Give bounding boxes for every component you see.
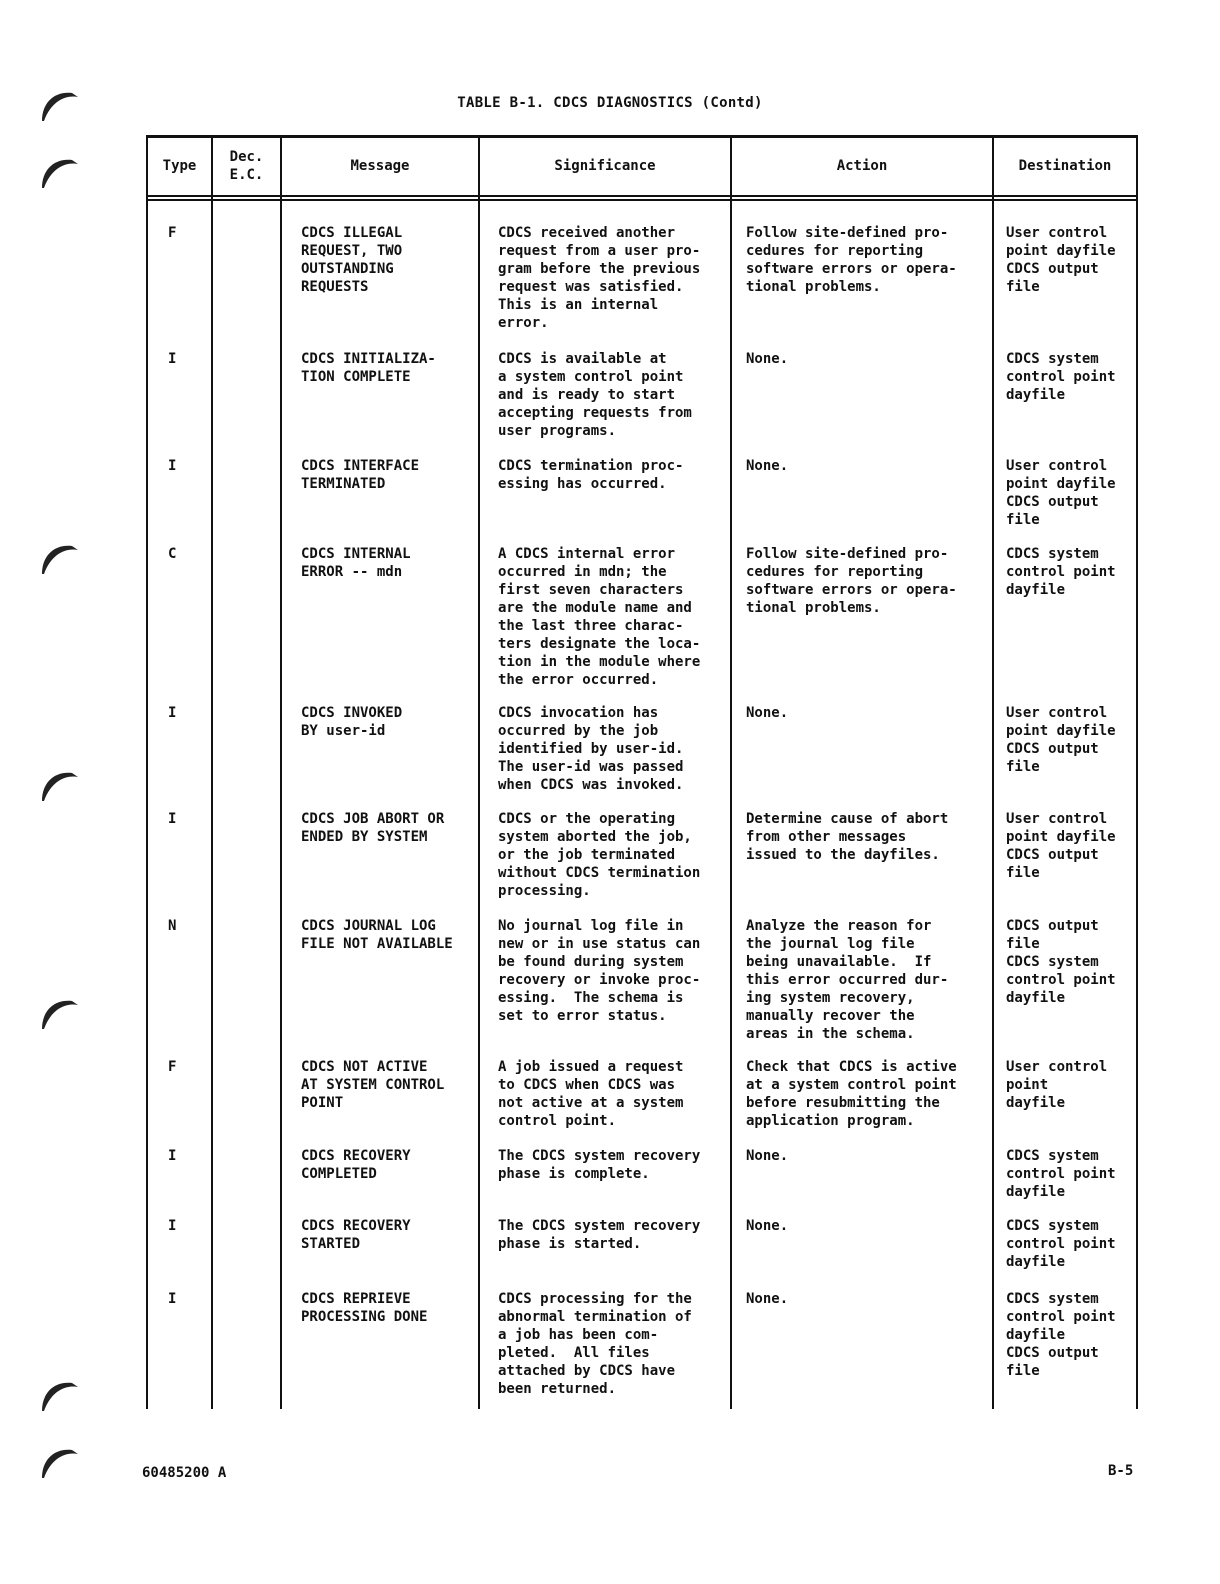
- cell-significance: A job issued a request to CDCS when CDCS was not active at a system control point.: [498, 1059, 684, 1129]
- cell-type: F: [168, 225, 177, 241]
- cell-significance: The CDCS system recovery phase is started.: [498, 1218, 701, 1252]
- cell-type: F: [168, 1059, 177, 1075]
- cell-message: CDCS NOT ACTIVE AT SYSTEM CONTROL POINT: [301, 1059, 445, 1111]
- cell-message: CDCS ILLEGAL REQUEST, TWO OUTSTANDING REQUESTS: [301, 225, 403, 295]
- cell-destination: CDCS system control point dayfile: [1006, 1148, 1116, 1200]
- column-rule: [1136, 135, 1138, 1409]
- cell-significance: No journal log file in new or in use status can be found during system recovery or invoke proc- essing. The schema is set to error status.: [498, 918, 701, 1024]
- cell-message: CDCS JOB ABORT OR ENDED BY SYSTEM: [301, 811, 445, 845]
- cell-action: None.: [746, 1291, 789, 1307]
- cell-type: I: [168, 811, 177, 827]
- cell-type: N: [168, 918, 177, 934]
- cell-type: I: [168, 705, 177, 721]
- cell-message: CDCS INVOKED BY user-id: [301, 705, 403, 739]
- header-action: Action: [836, 158, 888, 174]
- header-significance: Significance: [554, 158, 656, 174]
- column-rule: [211, 135, 213, 1409]
- cell-action: Follow site-defined pro- cedures for reporting software errors or opera- tional problems.: [746, 225, 957, 295]
- cell-destination: User control point dayfile: [1006, 1059, 1108, 1111]
- cell-destination: CDCS output file CDCS system control point dayfile: [1006, 918, 1116, 1006]
- cell-action: None.: [746, 1148, 789, 1164]
- cell-message: CDCS JOURNAL LOG FILE NOT AVAILABLE: [301, 918, 453, 952]
- column-rule: [992, 135, 994, 1409]
- cell-message: CDCS RECOVERY COMPLETED: [301, 1148, 411, 1182]
- cell-action: Determine cause of abort from other messages issued to the dayfiles.: [746, 811, 949, 863]
- cell-destination: User control point dayfile CDCS output file: [1006, 705, 1116, 775]
- header-dec-ec: Dec. E.C.: [229, 149, 264, 183]
- header-rule-double: [146, 199, 1138, 201]
- cell-destination: User control point dayfile CDCS output file: [1006, 225, 1116, 295]
- binder-hole-icon: [38, 993, 82, 1033]
- cell-destination: User control point dayfile CDCS output file: [1006, 458, 1116, 528]
- cell-significance: CDCS termination proc- essing has occurred.: [498, 458, 684, 492]
- cell-message: CDCS INTERNAL ERROR -- mdn: [301, 546, 411, 580]
- cell-significance: CDCS invocation has occurred by the job identified by user-id. The user-id was passed when CDCS was invoked.: [498, 705, 684, 793]
- column-rule: [146, 135, 148, 1409]
- cell-action: None.: [746, 458, 789, 474]
- cell-action: None.: [746, 351, 789, 367]
- binder-hole-icon: [38, 765, 82, 805]
- cell-destination: CDCS system control point dayfile: [1006, 351, 1116, 403]
- cell-significance: The CDCS system recovery phase is complete.: [498, 1148, 701, 1182]
- cell-significance: CDCS received another request from a user pro- gram before the previous request was satisfied. This is an internal error.: [498, 225, 701, 331]
- cell-significance: CDCS is available at a system control point and is ready to start accepting requests from user programs.: [498, 351, 692, 439]
- cell-destination: User control point dayfile CDCS output file: [1006, 811, 1116, 881]
- cell-action: None.: [746, 705, 789, 721]
- cell-message: CDCS REPRIEVE PROCESSING DONE: [301, 1291, 428, 1325]
- column-rule: [478, 135, 480, 1409]
- diagnostics-table: [146, 135, 1138, 1409]
- cell-action: Analyze the reason for the journal log file being unavailable. If this error occurred dur- ing system recovery, manually recover the areas in the schema.: [746, 918, 949, 1042]
- column-rule: [730, 135, 732, 1409]
- cell-significance: A CDCS internal error occurred in mdn; the first seven characters are the module name and the last three charac- ters designate the loca- tion in the module where the error occurred.: [498, 546, 701, 688]
- cell-message: CDCS RECOVERY STARTED: [301, 1218, 411, 1252]
- cell-type: C: [168, 546, 177, 562]
- page-number: B-5: [1108, 1463, 1134, 1479]
- header-message: Message: [350, 158, 410, 174]
- cell-destination: CDCS system control point dayfile: [1006, 546, 1116, 598]
- cell-action: Follow site-defined pro- cedures for reporting software errors or opera- tional problems.: [746, 546, 957, 616]
- cell-type: I: [168, 351, 177, 367]
- column-rule: [280, 135, 282, 1409]
- cell-type: I: [168, 1291, 177, 1307]
- cell-significance: CDCS processing for the abnormal termination of a job has been com- pleted. All files attached by CDCS have been returned.: [498, 1291, 692, 1397]
- header-destination: Destination: [1018, 158, 1112, 174]
- cell-significance: CDCS or the operating system aborted the job, or the job terminated without CDCS termination processing.: [498, 811, 701, 899]
- header-type: Type: [162, 158, 197, 174]
- binder-hole-icon: [38, 152, 82, 192]
- cell-message: CDCS INTERFACE TERMINATED: [301, 458, 420, 492]
- cell-type: I: [168, 1148, 177, 1164]
- cell-message: CDCS INITIALIZA- TION COMPLETE: [301, 351, 436, 385]
- document-number: 60485200 A: [142, 1465, 227, 1481]
- cell-action: Check that CDCS is active at a system control point before resubmitting the application program.: [746, 1059, 957, 1129]
- binder-hole-icon: [38, 538, 82, 578]
- cell-action: None.: [746, 1218, 789, 1234]
- binder-hole-icon: [38, 1375, 82, 1415]
- cell-type: I: [168, 1218, 177, 1234]
- binder-hole-icon: [38, 1442, 82, 1482]
- cell-type: I: [168, 458, 177, 474]
- cell-destination: CDCS system control point dayfile CDCS output file: [1006, 1291, 1116, 1379]
- cell-destination: CDCS system control point dayfile: [1006, 1218, 1116, 1270]
- table-title: TABLE B-1. CDCS DIAGNOSTICS (Contd): [457, 95, 763, 111]
